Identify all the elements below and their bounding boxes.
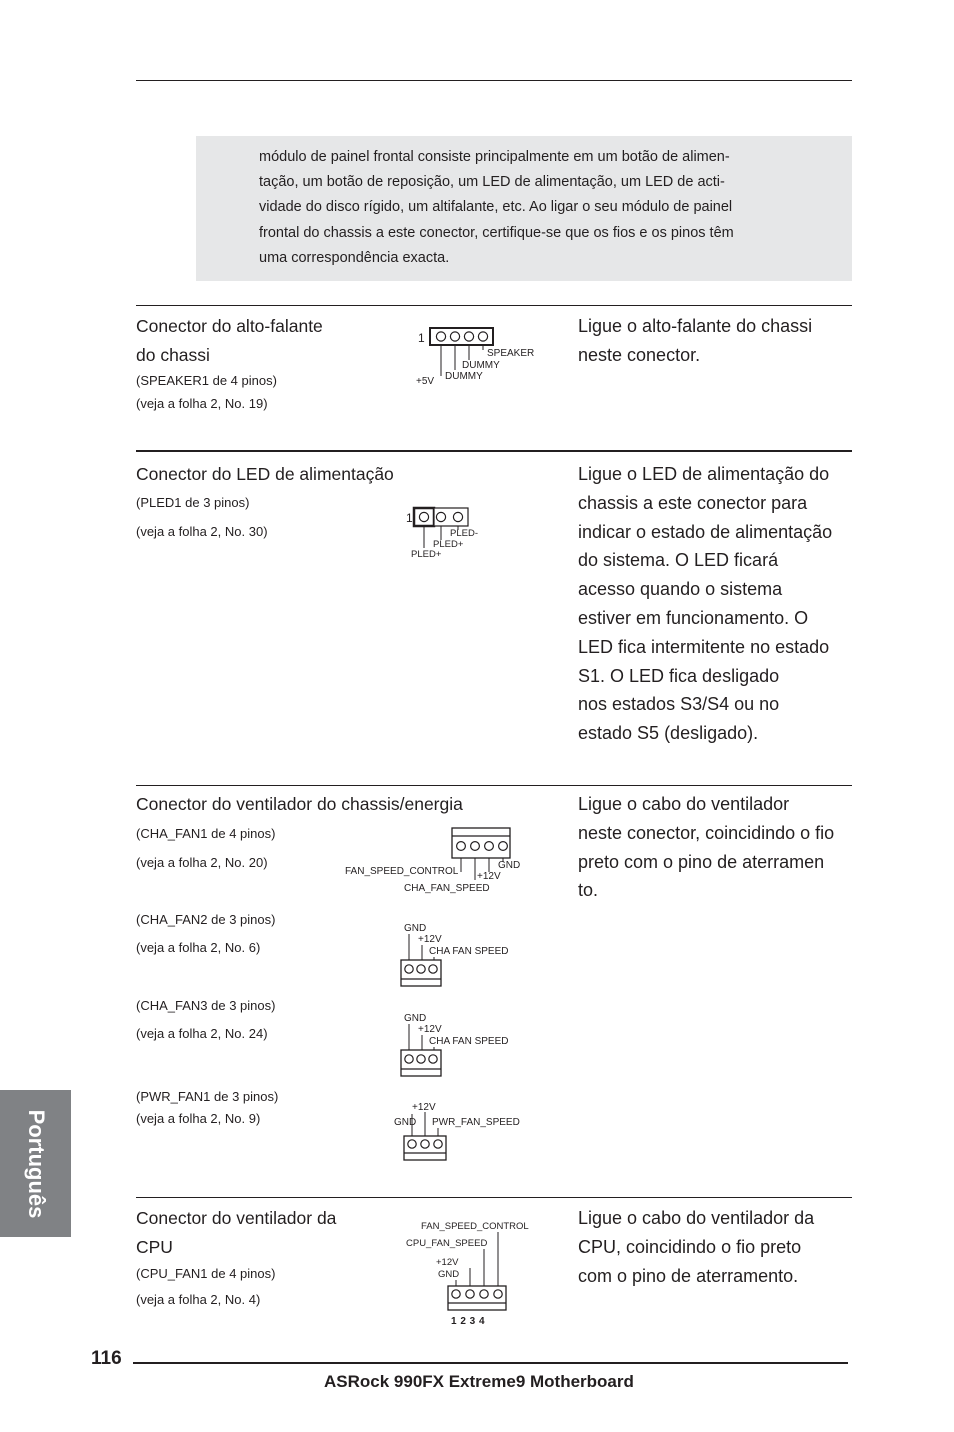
pin-numbers: 1 2 3 4 (451, 1316, 485, 1327)
pin1-label: 1 (406, 511, 413, 525)
desc-line: estiver em funcionamento. O (578, 607, 809, 628)
desc-line: S1. O LED fica desligado (578, 665, 780, 686)
sheet-ref: (veja a folha 2, No. 4) (136, 1292, 261, 1307)
gnd-label: GND (404, 1013, 427, 1024)
speaker-section-info (136, 312, 323, 415)
speaker-pin-label: SPEAKER (487, 348, 535, 359)
page-number: 116 (91, 1348, 122, 1369)
12v-label: +12V (436, 1257, 459, 1268)
note-line: tação, um botão de reposição, um LED de alimentação, um LED de acti- (259, 174, 725, 191)
pin1-label: 1 (418, 331, 425, 345)
language-label: Português (23, 1109, 49, 1218)
pled-description (578, 460, 858, 748)
sheet-ref: (veja a folha 2, No. 9) (136, 1111, 261, 1126)
cpu-fan-speed-label: CPU_FAN_SPEED (406, 1238, 488, 1249)
12v-label: +12V (412, 1102, 436, 1113)
speaker-header-diagram (410, 320, 550, 390)
desc-line: estado S5 (desligado). (578, 723, 759, 744)
12v-label: +12V (418, 1024, 442, 1035)
pin-count: (CHA_FAN3 de 3 pinos) (136, 998, 276, 1013)
pin-count: (PWR_FAN1 de 3 pinos) (136, 1089, 279, 1104)
language-side-tab (0, 1090, 71, 1237)
section-title: do chassi (136, 344, 210, 365)
desc-line: to. (578, 880, 599, 901)
desc-line: Ligue o alto-falante do chassi (578, 316, 813, 336)
sheet-ref: (veja a folha 2, No. 30) (136, 523, 268, 539)
12v-label: +12V (477, 871, 501, 882)
section-title: Conector do ventilador do chassis/energia (136, 794, 463, 814)
note-line: módulo de painel frontal consiste principalmente em um botão de alimen- (259, 149, 730, 165)
desc-line: acesso quando o sistema (578, 579, 783, 600)
cha-fan2-header-diagram (398, 918, 528, 990)
cha-fan-speed-label: CHA FAN SPEED (429, 1036, 509, 1047)
note-line: vidade do disco rígido, um altifalante, etc. Ao ligar o seu módulo de painel (259, 199, 733, 216)
speaker-description (578, 312, 858, 370)
desc-line: Ligue o cabo do ventilador da (578, 1208, 815, 1228)
pled-section-info (136, 460, 394, 543)
cpufan-section-info (136, 1204, 336, 1311)
gnd-label: GND (394, 1117, 417, 1128)
section-rule (136, 785, 852, 786)
12v-label: +12V (418, 934, 442, 945)
note-line: uma correspondência exacta. (259, 249, 450, 266)
desc-line: preto com o pino de aterramen (578, 851, 825, 872)
pwr-fan-speed-label: PWR_FAN_SPEED (432, 1117, 520, 1128)
pin-count: (CPU_FAN1 de 4 pinos) (136, 1266, 276, 1281)
cpufan-description (578, 1204, 858, 1290)
section-title: Conector do alto-falante (136, 316, 323, 336)
desc-line: neste conector. (578, 344, 701, 365)
dummy-pin-label: DUMMY (445, 371, 483, 382)
desc-line: com o pino de aterramento. (578, 1265, 799, 1286)
sheet-ref: (veja a folha 2, No. 24) (136, 1026, 268, 1041)
fan-speed-control-label: FAN_SPEED_CONTROL (421, 1221, 529, 1232)
pin-count: (CHA_FAN2 de 3 pinos) (136, 912, 276, 927)
pled-plus-label: PLED+ (433, 539, 464, 550)
pled-header-diagram (400, 500, 500, 562)
section-rule (136, 450, 852, 452)
section-rule (136, 1197, 852, 1198)
cha-fan-speed-label: CHA FAN SPEED (429, 946, 509, 957)
desc-line: CPU, coincidindo o fio preto (578, 1236, 802, 1257)
section-title: Conector do ventilador da (136, 1208, 337, 1228)
chafan-description (578, 790, 858, 905)
cha-fan3-header-diagram (398, 1008, 528, 1080)
pled-plus-label: PLED+ (411, 549, 442, 560)
desc-line: chassis a este conector para (578, 492, 808, 513)
cpu-fan-header-diagram (404, 1216, 544, 1328)
desc-line: neste conector, coincidindo o fio (578, 822, 835, 843)
cha-fan-speed-label: CHA_FAN_SPEED (404, 883, 490, 894)
desc-line: do sistema. O LED ficará (578, 550, 779, 571)
footer-rule (133, 1362, 848, 1364)
pin-count: (SPEAKER1 de 4 pinos) (136, 373, 277, 388)
sheet-ref: (veja a folha 2, No. 20) (136, 855, 268, 870)
desc-line: indicar o estado de alimentação (578, 521, 833, 542)
top-rule (136, 80, 852, 81)
desc-line: Ligue o LED de alimentação do (578, 464, 830, 484)
gnd-label: GND (404, 923, 427, 934)
desc-line: LED fica intermitente no estado (578, 636, 830, 657)
note-line: frontal do chassis a este conector, certifique-se que os fios e os pinos têm (259, 224, 734, 241)
gnd-label: GND (498, 860, 521, 871)
desc-line: Ligue o cabo do ventilador (578, 794, 790, 814)
section-title: Conector do LED de alimentação (136, 464, 394, 484)
section-rule (136, 305, 852, 306)
pin-count: (PLED1 de 3 pinos) (136, 494, 250, 510)
gnd-label: GND (438, 1269, 460, 1280)
cha-fan1-header-diagram (340, 824, 530, 896)
pwr-fan1-header-diagram (390, 1098, 530, 1166)
dummy-pin-label: DUMMY (462, 360, 500, 371)
footer-title: ASRock 990FX Extreme9 Motherboard (324, 1372, 634, 1391)
note-text (259, 145, 829, 271)
desc-line: nos estados S3/S4 ou no (578, 694, 780, 715)
sheet-ref: (veja a folha 2, No. 6) (136, 940, 261, 955)
5v-pin-label: +5V (416, 376, 435, 387)
pin-count: (CHA_FAN1 de 4 pinos) (136, 826, 276, 841)
pled-minus-label: PLED- (450, 528, 478, 539)
section-title: CPU (136, 1236, 173, 1257)
sheet-ref: (veja a folha 2, No. 19) (136, 396, 268, 411)
fan-speed-control-label: FAN_SPEED_CONTROL (345, 866, 459, 877)
